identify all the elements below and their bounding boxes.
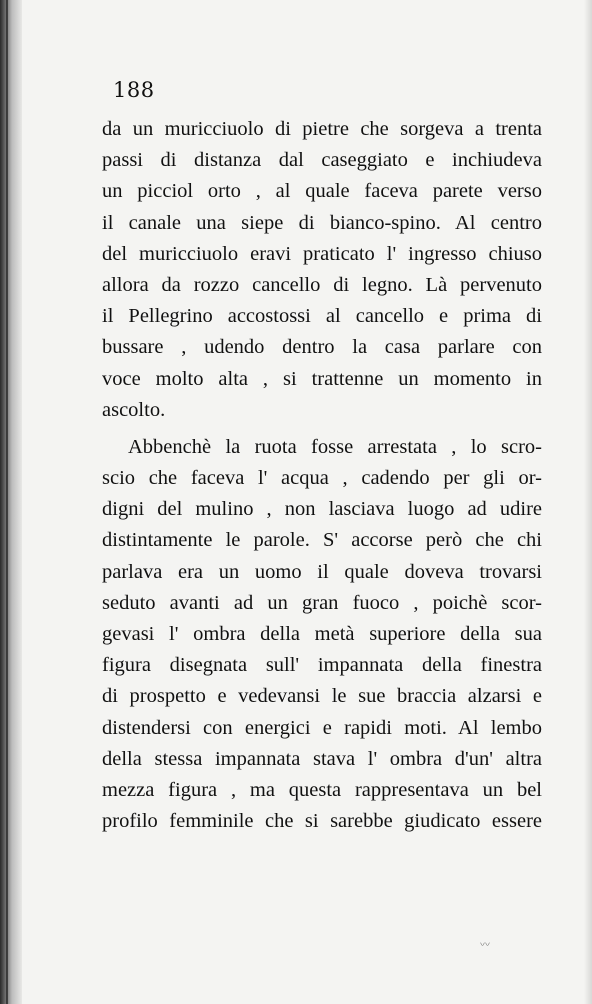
text-line: da un muricciuolo di pietre che sorgeva a trenta <box>102 118 542 140</box>
text-line: del muricciuolo eravi praticato l' ingresso chiuso <box>102 242 542 265</box>
text-line: seduto avanti ad un gran fuoco , poichè scor- <box>102 591 542 614</box>
text-line: della stessa impannata stava l' ombra d'un' altra <box>102 747 542 770</box>
text-line: il Pellegrino accostossi al cancello e prima di <box>102 305 542 328</box>
text-line: passi di distanza dal caseggiato e inchiudeva <box>102 149 542 172</box>
text-line: distintamente le parole. S' accorse però che chi <box>102 529 542 552</box>
text-line: allora da rozzo cancello di legno. Là pervenuto <box>102 273 542 296</box>
text-line: distendersi con energici e rapidi moti. Al lembo <box>102 716 542 739</box>
text-line: ascolto. <box>102 398 166 421</box>
text-line: digni del mulino , non lasciava luogo ad udire <box>102 498 542 521</box>
ink-smudge: 〰 <box>480 940 490 951</box>
paragraph <box>102 432 542 837</box>
text-line: voce molto alta , si trattenne un momento in <box>102 367 542 390</box>
text-line: parlava era un uomo il quale doveva trovarsi <box>102 560 542 583</box>
body-text <box>102 114 542 837</box>
text-line: figura disegnata sull' impannata della finestra <box>102 654 542 677</box>
page-number: 188 <box>113 78 155 102</box>
text-line: di prospetto e vedevansi le sue braccia alzarsi e <box>102 685 542 708</box>
paragraph <box>102 114 542 426</box>
text-line: scio che faceva l' acqua , cadendo per gli or- <box>102 467 542 490</box>
text-line: gevasi l' ombra della metà superiore della sua <box>102 623 542 645</box>
text-line: Abbenchè la ruota fosse arrestata , lo scro- <box>128 435 542 458</box>
text-line: bussare , udendo dentro la casa parlare con <box>102 336 542 359</box>
text-line: il canale una siepe di bianco-spino. Al centro <box>102 211 542 234</box>
page-binding-edge <box>0 0 22 1004</box>
binding-shadow-line <box>6 0 8 1004</box>
page-right-edge <box>584 0 592 1004</box>
text-line: profilo femminile che si sarebbe giudicato essere <box>102 810 542 833</box>
text-line: mezza figura , ma questa rappresentava un bel <box>102 778 542 801</box>
text-line: un picciol orto , al quale faceva parete verso <box>102 180 542 203</box>
